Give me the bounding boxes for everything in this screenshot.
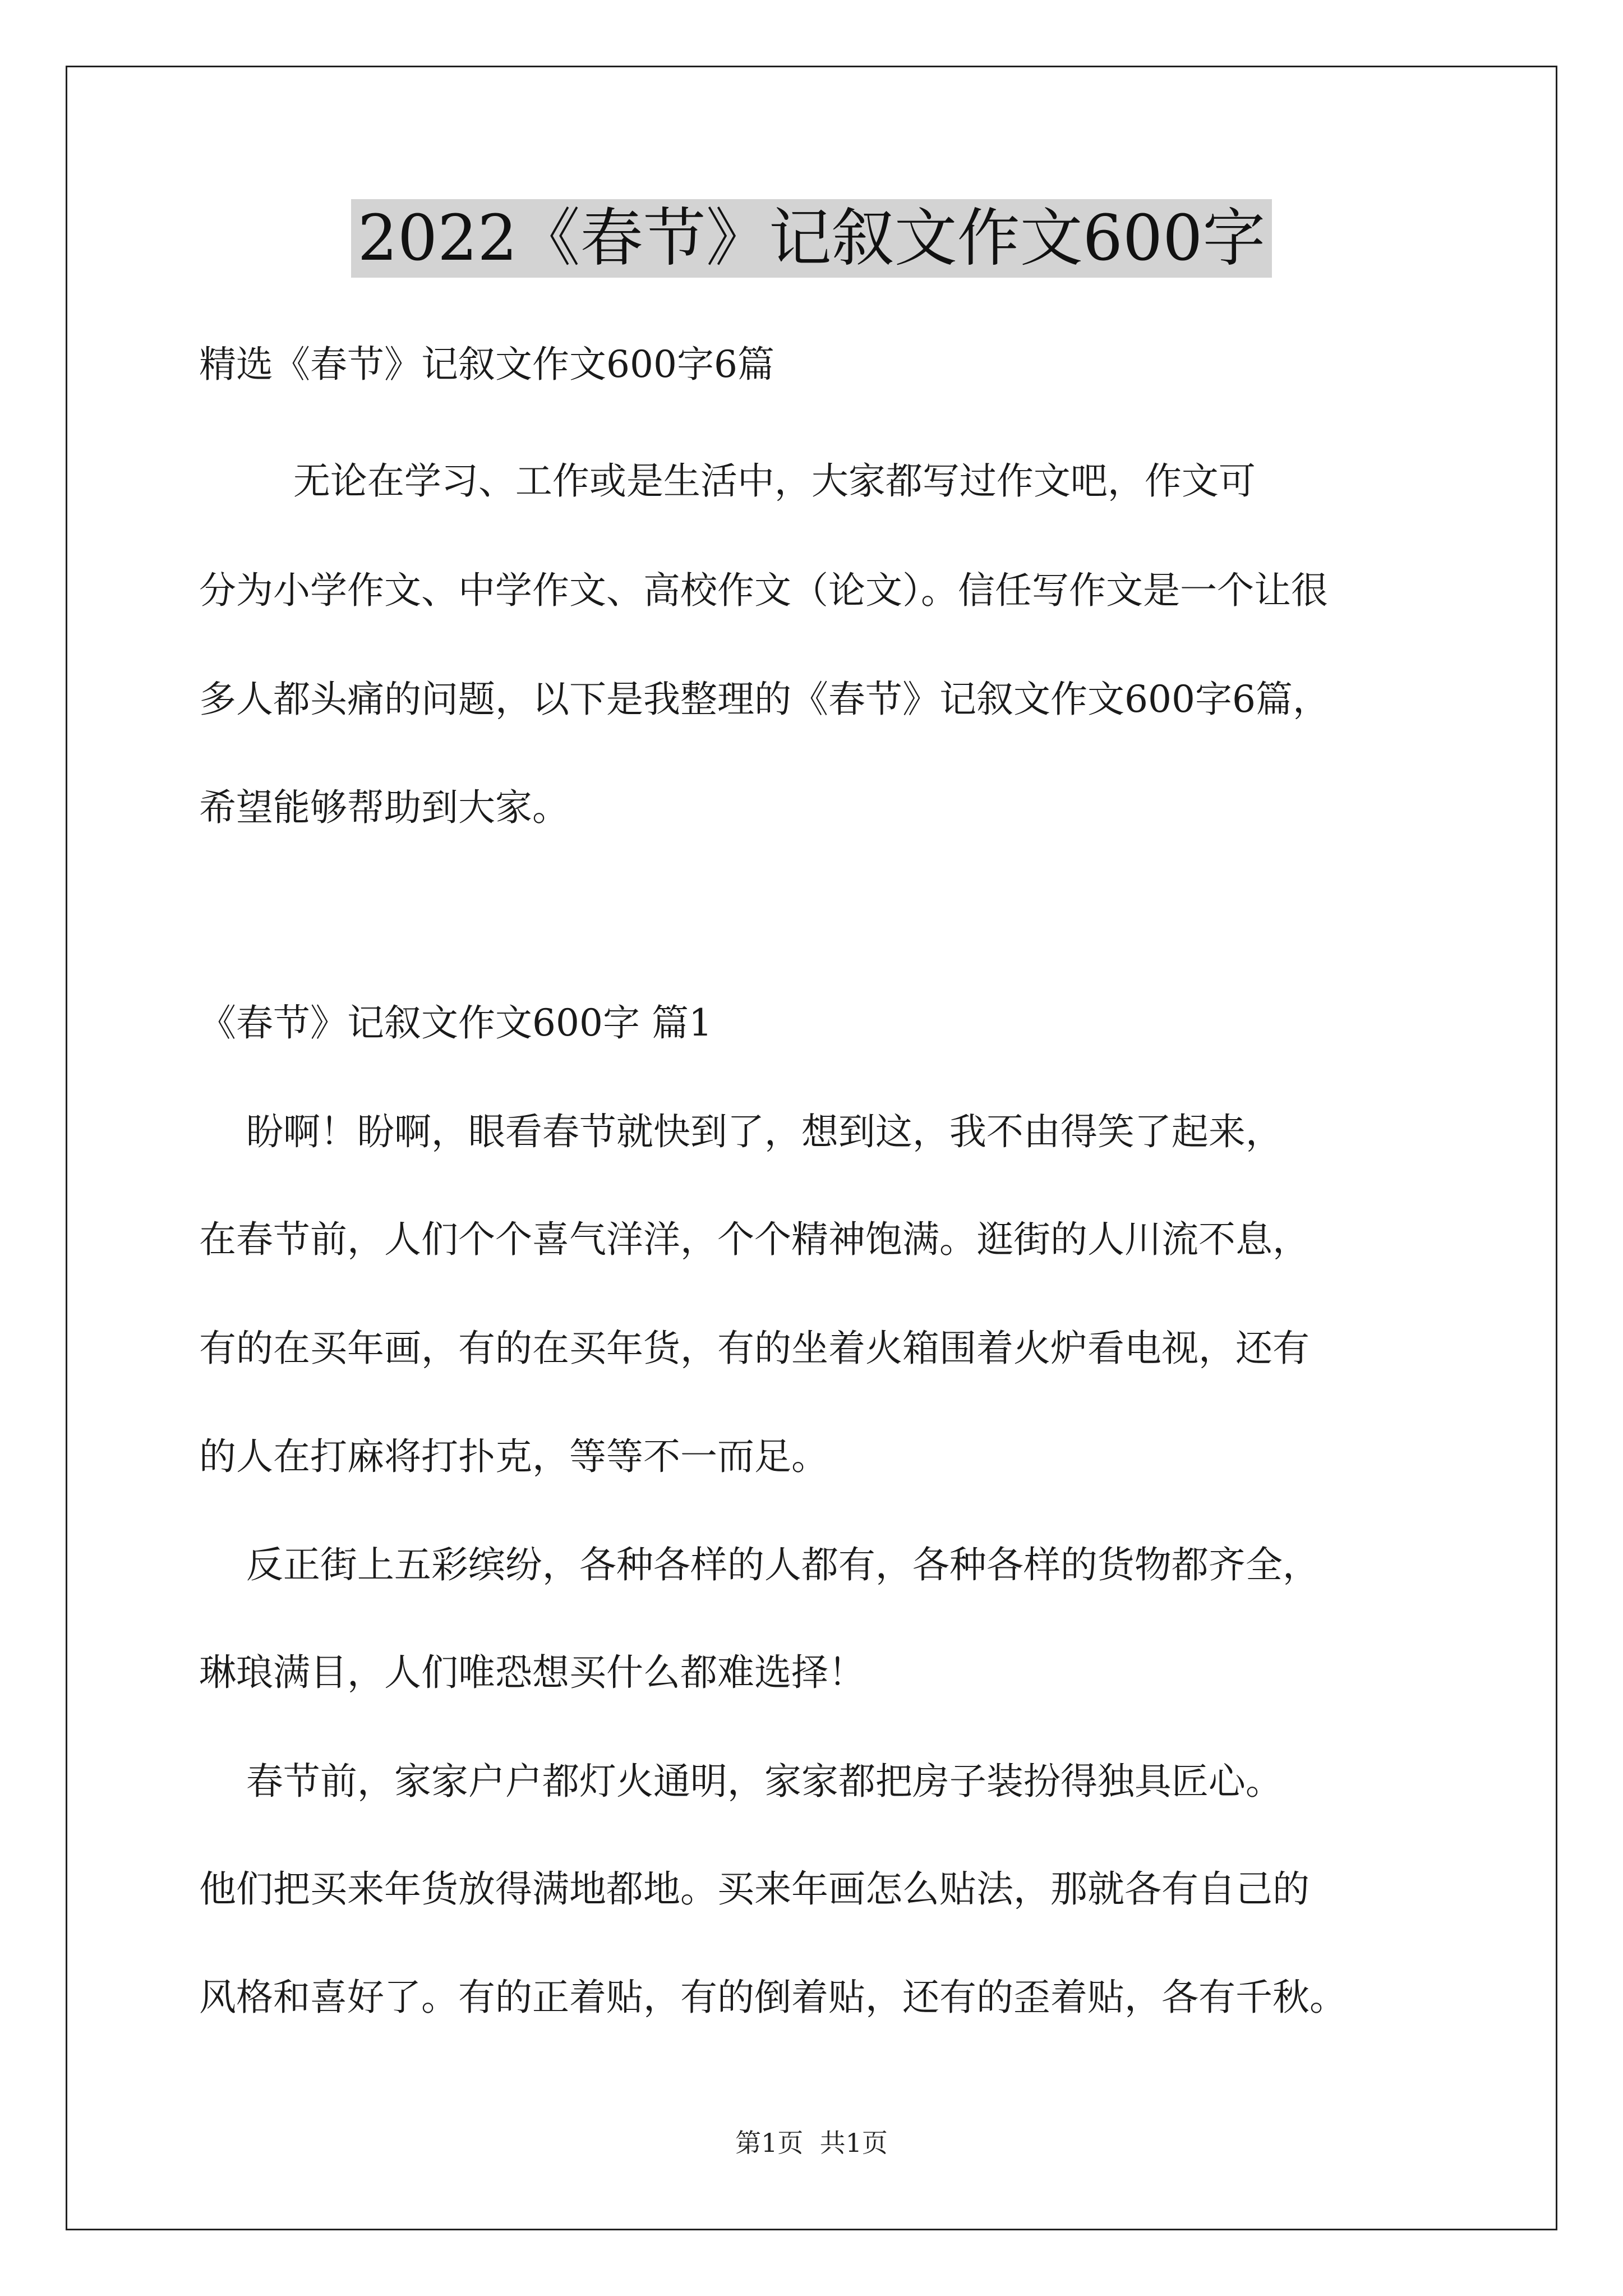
body-line-6: 琳琅满目，人们唯恐想买什么都难选择！ [199,1651,865,1694]
section-heading: 《春节》记叙文作文600字 篇1 [199,1001,712,1045]
page-footer: 第1页 共1页 [735,2128,888,2158]
intro-line-3: 多人都头痛的问题，以下是我整理的《春节》记叙文作文600字6篇， [199,678,1330,721]
body-line-2: 在春节前，人们个个喜气洋洋，个个精神饱满。逛街的人川流不息， [199,1218,1310,1261]
body-line-7: 春节前，家家户户都灯火通明，家家都把房子装扮得独具匠心。 [199,1760,1283,1803]
intro-line-1: 无论在学习、工作或是生活中，大家都写过作文吧，作文可 [199,459,1256,503]
body-line-3: 有的在买年画，有的在买年货，有的坐着火箱围着火炉看电视，还有 [199,1327,1310,1370]
body-line-5: 反正街上五彩缤纷，各种各样的人都有，各种各样的货物都齐全， [199,1543,1320,1586]
document-subtitle: 精选《春节》记叙文作文600字6篇 [199,343,774,386]
title-wrap [0,199,1623,278]
body-line-9: 风格和喜好了。有的正着贴，有的倒着贴，还有的歪着贴，各有千秋。 [199,1976,1347,2019]
intro-line-2: 分为小学作文、中学作文、高校作文（论文）。信任写作文是一个让很 [199,569,1328,612]
intro-line-4: 希望能够帮助到大家。 [199,786,569,829]
body-line-4: 的人在打麻将打扑克，等等不一而足。 [199,1435,828,1478]
document-title: 2022《春节》记叙文作文600字 [351,199,1272,278]
body-line-8: 他们把买来年货放得满地都地。买来年画怎么贴法，那就各有自己的 [199,1867,1310,1911]
body-line-1: 盼啊！盼啊，眼看春节就快到了，想到这，我不由得笑了起来， [199,1110,1283,1153]
